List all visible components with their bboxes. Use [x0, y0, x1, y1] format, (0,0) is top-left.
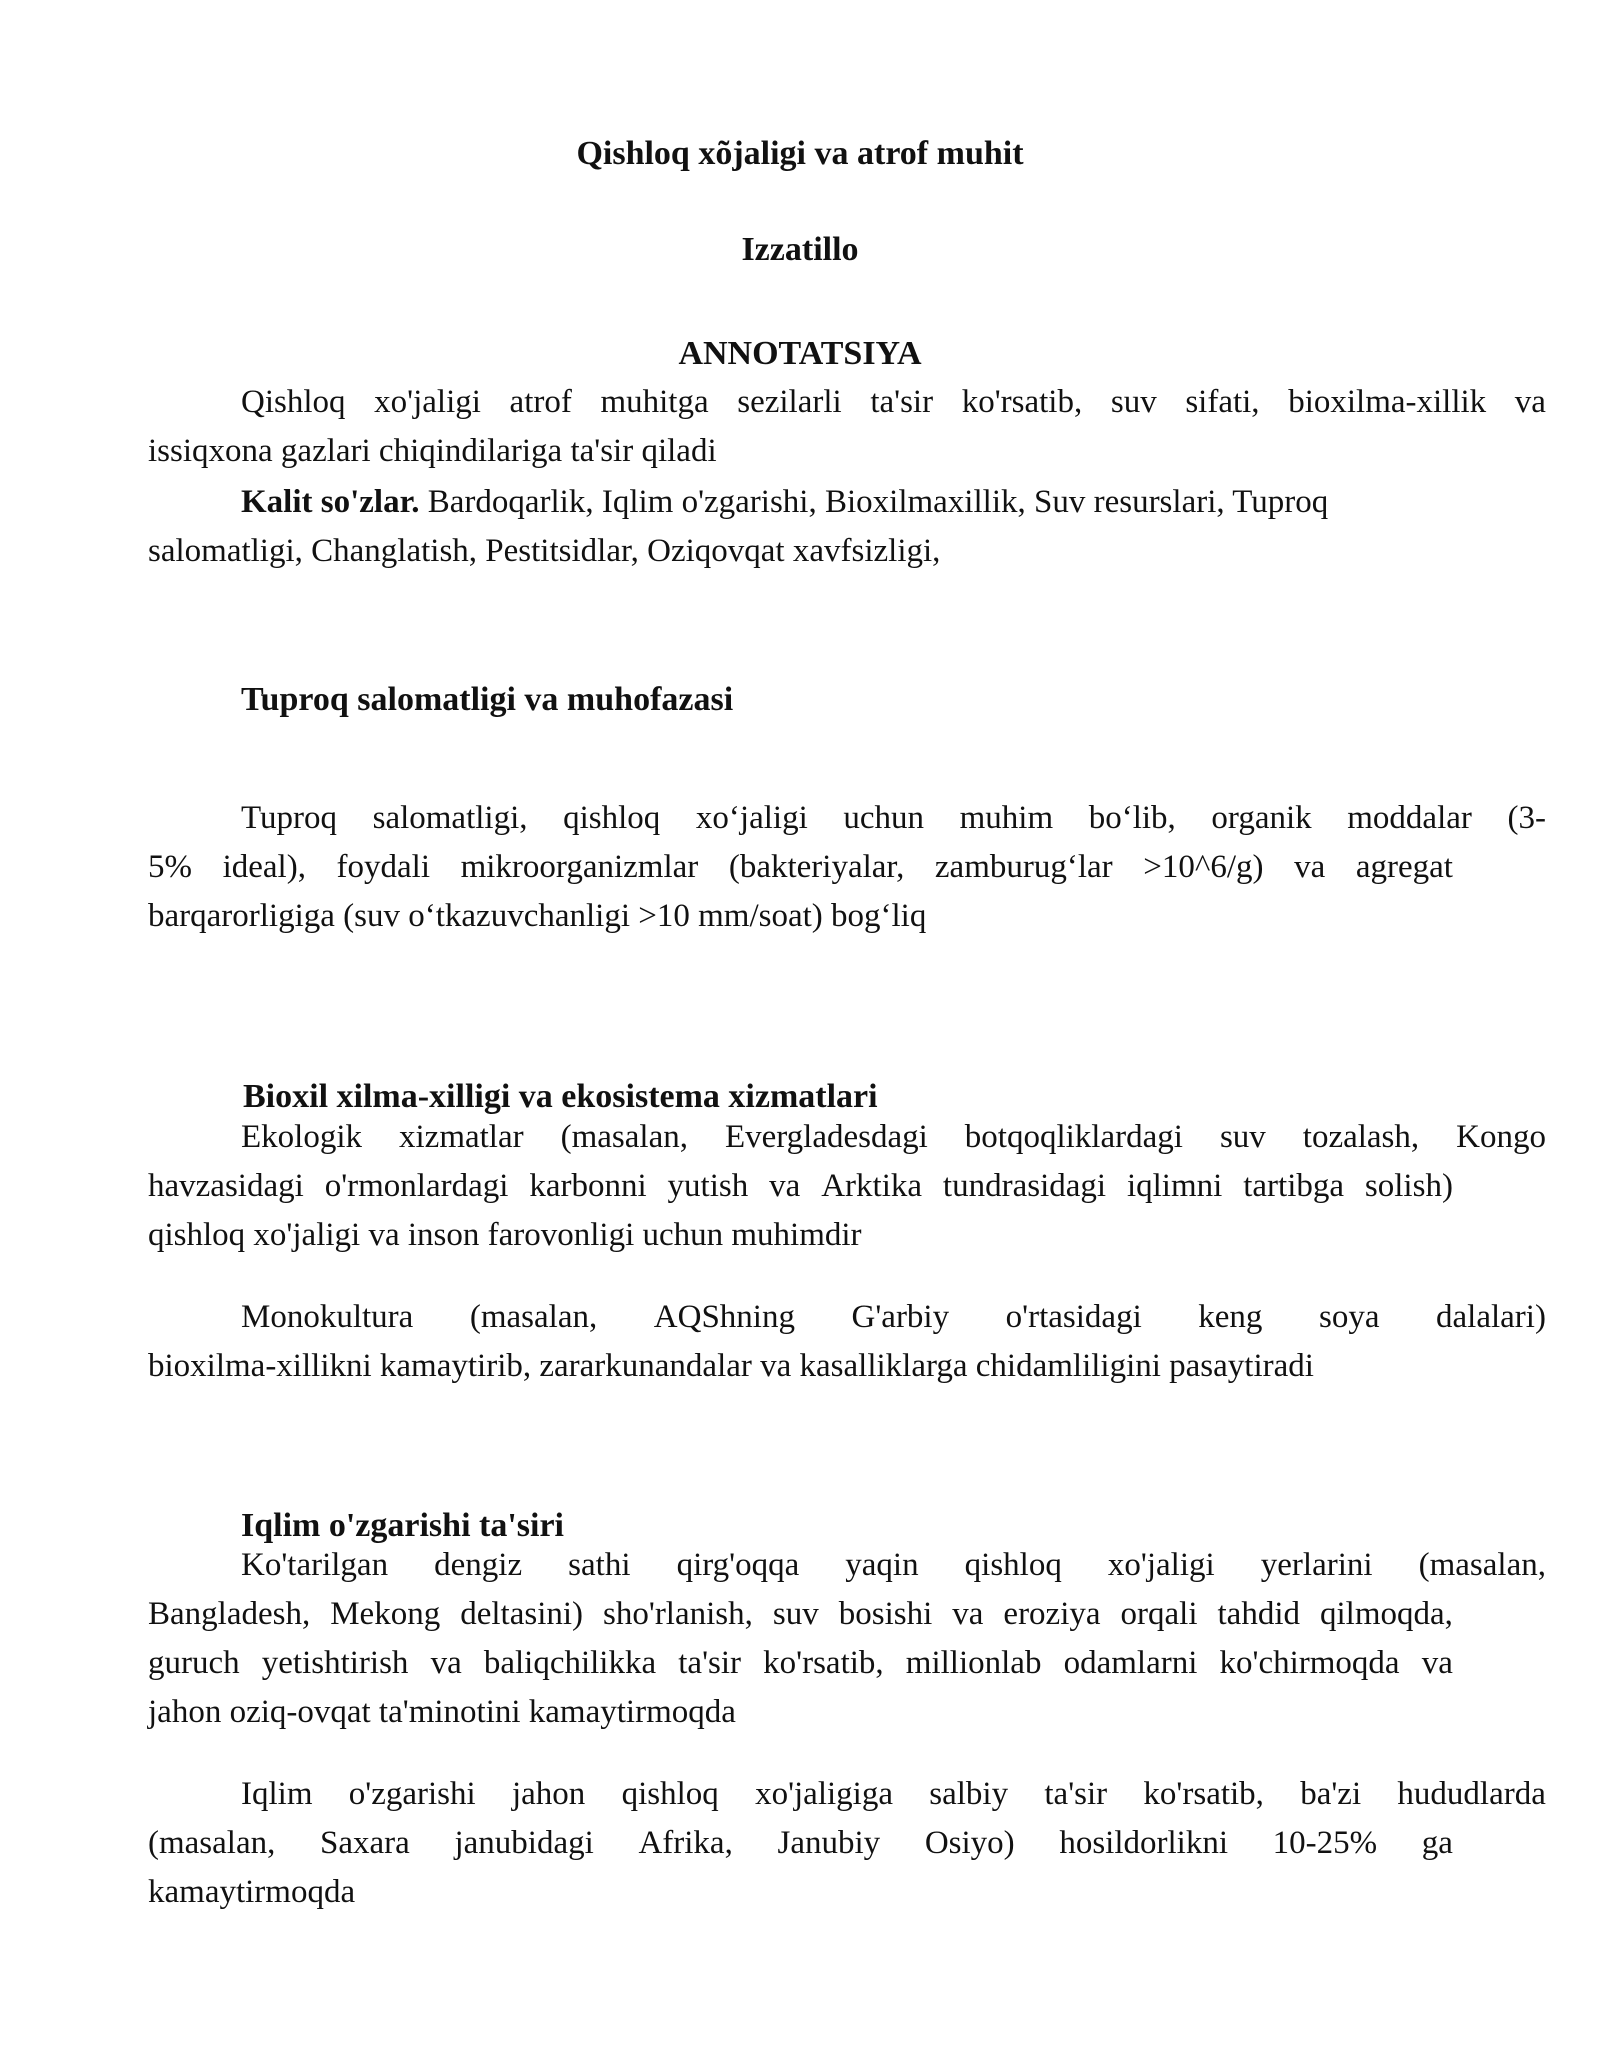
paragraph-line [148, 794, 1546, 843]
word: zamburug‘lar [934, 849, 1113, 885]
word: bioxilma-xillik [1288, 384, 1487, 420]
word: muhitga [600, 384, 709, 420]
word: hududlarda [1397, 1776, 1546, 1812]
word: (masalan, [469, 1299, 598, 1335]
word: xo'jaligiga [755, 1776, 893, 1812]
abstract-paragraph [148, 378, 1546, 476]
word: moddalar [1347, 800, 1472, 836]
word: (masalan, [560, 1119, 688, 1155]
word: Afrika, [638, 1825, 733, 1861]
word: ko'rsatib, [961, 384, 1083, 420]
word: ga [1421, 1825, 1453, 1861]
document-title: Qishloq xõjaligi va atrof muhit [576, 135, 1024, 172]
keywords-line-first [148, 478, 1453, 527]
word: suv [772, 1596, 819, 1632]
word: o'zgarishi [348, 1776, 476, 1812]
word: ideal), [222, 849, 306, 885]
word: janubidagi [454, 1825, 594, 1861]
word: havzasidagi [148, 1168, 304, 1204]
word: va [952, 1596, 984, 1632]
word: karbonni [529, 1168, 647, 1204]
paragraph-line: barqarorligiga (suv o‘tkazuvchanligi >10 mm/soat) bog‘liq [148, 898, 927, 934]
word: sho'rlanish, [603, 1596, 753, 1632]
word: deltasini) [460, 1596, 584, 1632]
word: G'arbiy [851, 1299, 950, 1335]
word: qishloq [621, 1776, 719, 1812]
word: botqoqliklardagi [964, 1119, 1183, 1155]
word: va [769, 1168, 801, 1204]
word: o'rmonlardagi [324, 1168, 509, 1204]
word: millionlab [905, 1645, 1042, 1681]
keywords-line: salomatligi, Changlatish, Pestitsidlar, Oziqovqat xavfsizligi, [148, 533, 941, 569]
word: orqali [1120, 1596, 1198, 1632]
word: Evergladesdagi [724, 1119, 928, 1155]
word: bosishi [838, 1596, 933, 1632]
word: 10-25% [1272, 1825, 1378, 1861]
section-paragraph [148, 1113, 1546, 1260]
word: Iqlim [241, 1776, 313, 1812]
author-name: Izzatillo [741, 231, 859, 268]
word: Mekong [330, 1596, 441, 1632]
word: Ko'tarilgan [241, 1547, 389, 1583]
word: Tuproq [241, 800, 337, 836]
paragraph-line: kamaytirmoqda [148, 1874, 356, 1910]
word: dengiz [434, 1547, 523, 1583]
word: >10^6/g) [1143, 849, 1264, 885]
word: soya [1318, 1299, 1380, 1335]
word: xo‘jaligi [695, 800, 808, 836]
word: eroziya [1003, 1596, 1101, 1632]
word: qishloq [964, 1547, 1062, 1583]
word: keng [1198, 1299, 1263, 1335]
word: organik [1211, 800, 1312, 836]
word: va [430, 1645, 462, 1681]
word: Bangladesh, [148, 1596, 311, 1632]
paragraph-line [148, 1293, 1546, 1342]
word: 5% [148, 849, 192, 885]
word: uchun [843, 800, 924, 836]
word: Osiyo) [924, 1825, 1015, 1861]
abstract-line [148, 378, 1546, 427]
section-paragraph [148, 1293, 1546, 1391]
word: sathi [568, 1547, 631, 1583]
paragraph-line [148, 1162, 1453, 1211]
word: AQShning [653, 1299, 795, 1335]
word: (masalan, [148, 1825, 276, 1861]
word: ta'sir [678, 1645, 742, 1681]
word: ko'rsatib, [1143, 1776, 1264, 1812]
paragraph-line [148, 1639, 1453, 1688]
word: qirg'oqqa [676, 1547, 800, 1583]
word: xo'jaligi [374, 384, 481, 420]
abstract-line: issiqxona gazlari chiqindilariga ta'sir qiladi [148, 433, 717, 469]
word: hosildorlikni [1059, 1825, 1228, 1861]
paragraph-line [148, 843, 1453, 892]
word: jahon [511, 1776, 586, 1812]
word: va [1514, 384, 1546, 420]
paragraph-line: qishloq xo'jaligi va inson farovonligi uchun muhimdir [148, 1217, 862, 1253]
paragraph-line [148, 1819, 1453, 1868]
word: o'rtasidagi [1005, 1299, 1142, 1335]
paragraph-line [148, 1541, 1546, 1590]
section-heading: Tuproq salomatligi va muhofazasi [241, 681, 734, 718]
word: (masalan, [1418, 1547, 1546, 1583]
section-paragraph [148, 1541, 1546, 1737]
word: ko'rsatib, [763, 1645, 884, 1681]
word: Janubiy [777, 1825, 881, 1861]
word: Saxara [320, 1825, 410, 1861]
word: ta'sir [1044, 1776, 1108, 1812]
word: tahdid [1217, 1596, 1300, 1632]
word: agregat [1355, 849, 1453, 885]
word: foydali [336, 849, 431, 885]
abstract-heading: ANNOTATSIYA [678, 335, 922, 372]
word: ta'sir [870, 384, 934, 420]
word: yetishtirish [261, 1645, 409, 1681]
word: mikroorganizmlar [460, 849, 699, 885]
word: odamlarni [1063, 1645, 1198, 1681]
word: va [1294, 849, 1326, 885]
keywords-label: Kalit so'zlar. [241, 484, 420, 520]
word: yutish [667, 1168, 749, 1204]
paragraph-line [148, 1770, 1546, 1819]
word: xo'jaligi [1107, 1547, 1215, 1583]
word: qilmoqda, [1320, 1596, 1453, 1632]
word: va [1421, 1645, 1453, 1681]
section-heading: Bioxil xilma-xilligi va ekosistema xizmatlari [243, 1078, 878, 1115]
word: (3- [1507, 800, 1546, 836]
paragraph-line [148, 1113, 1546, 1162]
word: atrof [509, 384, 572, 420]
word: sifati, [1185, 384, 1260, 420]
word: tartibga [1243, 1168, 1345, 1204]
word: ko'chirmoqda [1219, 1645, 1400, 1681]
word: salbiy [929, 1776, 1009, 1812]
word: yerlarini [1260, 1547, 1373, 1583]
section-paragraph [148, 794, 1546, 941]
section-heading: Iqlim o'zgarishi ta'siri [241, 1507, 564, 1544]
paragraph-line: bioxilma-xillikni kamaytirib, zararkunandalar va kasalliklarga chidamliligini pasaytiradi [148, 1348, 1314, 1384]
word: Monokultura [241, 1299, 414, 1335]
word: baliqchilikka [483, 1645, 657, 1681]
word: tozalash, [1302, 1119, 1420, 1155]
word: (bakteriyalar, [728, 849, 905, 885]
paragraph-line [148, 1590, 1453, 1639]
word: sezilarli [737, 384, 842, 420]
word: xizmatlar [399, 1119, 524, 1155]
word: Kongo [1456, 1119, 1546, 1155]
word: Qishloq [241, 384, 346, 420]
paragraph-line: jahon oziq-ovqat ta'minotini kamaytirmoqda [148, 1694, 736, 1730]
word: yaqin [845, 1547, 919, 1583]
word: ba'zi [1300, 1776, 1362, 1812]
word: guruch [148, 1645, 240, 1681]
word: salomatligi, [372, 800, 528, 836]
word: Ekologik [241, 1119, 362, 1155]
word: qishloq [563, 800, 661, 836]
section-paragraph [148, 1770, 1546, 1917]
word: bo‘lib, [1088, 800, 1176, 836]
keywords-text: Bardoqarlik, Iqlim o'zgarishi, Bioxilmaxillik, Suv resurslari, Tuproq [419, 484, 1329, 520]
word: tundrasidagi [942, 1168, 1107, 1204]
keywords-paragraph [148, 478, 1453, 576]
word: suv [1110, 384, 1157, 420]
word: suv [1219, 1119, 1266, 1155]
word: Arktika [821, 1168, 923, 1204]
word: solish) [1364, 1168, 1453, 1204]
word: iqlimni [1126, 1168, 1223, 1204]
word: dalalari) [1436, 1299, 1546, 1335]
word: muhim [959, 800, 1054, 836]
